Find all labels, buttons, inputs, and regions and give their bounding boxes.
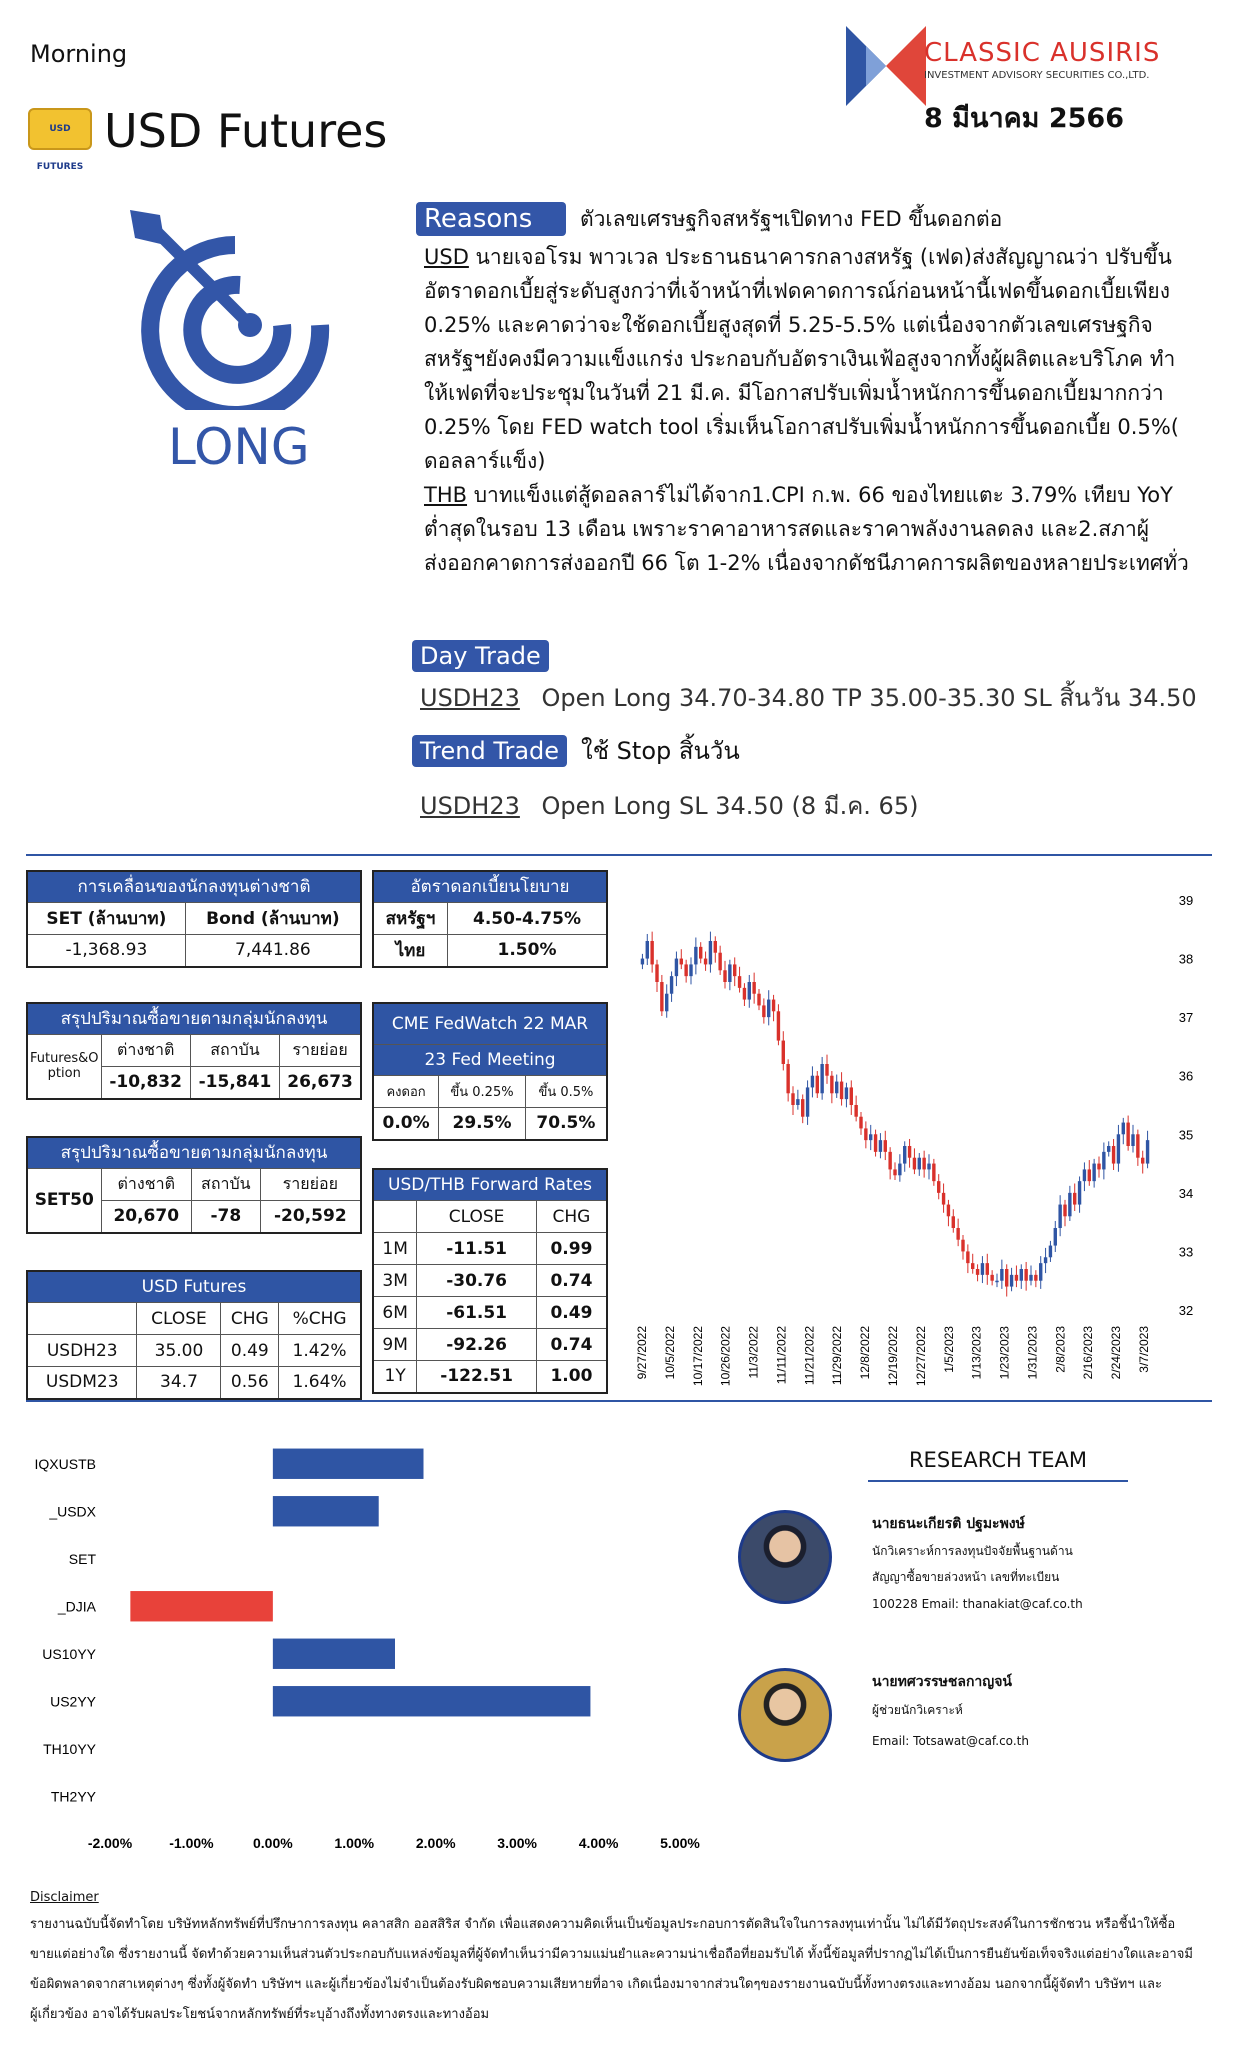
usd-line: ดอลลาร์แข็ง) [424, 449, 546, 473]
category-label: _DJIA [57, 1598, 96, 1615]
candle-body [1068, 1193, 1071, 1216]
x-tick-label: 0.00% [253, 1835, 293, 1851]
disclaimer-title: Disclaimer [30, 1890, 99, 1905]
table-cell: 1M [373, 1233, 417, 1265]
x-tick-label: 10/17/2022 [690, 1326, 705, 1387]
candle-body [791, 1093, 794, 1105]
table-cell: USDH23 [27, 1335, 137, 1367]
bar [273, 1449, 424, 1479]
candle-body [1020, 1269, 1023, 1281]
table-title: USD Futures [27, 1271, 361, 1303]
candle-body [854, 1105, 857, 1117]
report-date: 8 มีนาคม 2566 [924, 103, 1125, 134]
candle-body [825, 1064, 828, 1076]
y-tick-label: 35 [1178, 1127, 1194, 1143]
table-cell: -10,832 [101, 1067, 190, 1099]
candle-body [913, 1158, 916, 1170]
table-cell: 26,673 [280, 1067, 361, 1099]
candle-body [903, 1146, 906, 1164]
candle-body [738, 976, 741, 988]
table-cell: 0.99 [536, 1233, 607, 1265]
candle-body [859, 1117, 862, 1129]
candle-body [704, 959, 707, 965]
table-title: USD/THB Forward Rates [373, 1169, 607, 1201]
x-tick-label: 1/13/2023 [969, 1326, 984, 1380]
bar [273, 1496, 379, 1526]
candle-body [1015, 1275, 1018, 1281]
table-cell: 35.00 [137, 1335, 221, 1367]
reasons-tag: Reasons [416, 202, 566, 236]
table-cell: -20,592 [260, 1201, 361, 1233]
candle-body [981, 1263, 984, 1275]
section-divider [26, 854, 1212, 856]
company-subtitle: INVESTMENT ADVISORY SECURITIES CO.,LTD. [924, 70, 1150, 81]
usd-line: ให้เฟดที่จะประชุมในวันที่ 21 มี.ค. มีโอกาสปรับเพิ่มน้ำหนักการขึ้นดอกเบี้ยมากกว่า [424, 381, 1164, 405]
candle-body [937, 1181, 940, 1193]
table-cell: -92.26 [417, 1329, 537, 1361]
set50-flow-table [26, 1136, 362, 1234]
y-tick-label: 33 [1178, 1244, 1194, 1260]
table-row [373, 1297, 607, 1329]
column-header: CLOSE [137, 1303, 221, 1335]
x-tick-label: 1/31/2023 [1025, 1326, 1040, 1380]
day-trade-tag: Day Trade [412, 640, 549, 672]
table-cell: 1.42% [279, 1335, 361, 1367]
x-tick-label: 11/3/2022 [746, 1326, 761, 1379]
table-title: สรุปปริมาณซื้อขายตามกลุ่มนักลงทุน [27, 1003, 361, 1035]
thb-line: ส่งออกคาดการส่งออกปี 66 โต 1-2% เนื่องจากดัชนีภาคการผลิตของหลายประเทศทั่ว [424, 551, 1189, 575]
y-tick-label: 39 [1178, 893, 1194, 908]
candle-body [762, 1005, 765, 1017]
category-label: IQXUSTB [34, 1455, 96, 1472]
candle-body [927, 1164, 930, 1170]
x-tick-label: 2/24/2023 [1109, 1326, 1124, 1380]
table-row [27, 1335, 361, 1367]
x-tick-label: 2.00% [415, 1835, 456, 1851]
foreign-flow-table [26, 870, 362, 968]
table-cell: 1.00 [536, 1361, 607, 1393]
disclaimer-line: รายงานฉบับนี้จัดทำโดย บริษัทหลักทรัพย์ที่ปรึกษาการลงทุน คลาสสิก ออสสิริส จำกัด เพื่อแสดงความคิดเห็นเป็นข้อมูลประกอบการตัดสินใจในการลงทุนเท่านั้น ไม่ได้มีวัตถุประสงค์ในการชักชวน หรือชี้นำให้ซื้อ [30, 1917, 1176, 1932]
candle-body [1112, 1146, 1115, 1164]
table-cell: 6M [373, 1297, 417, 1329]
candle-body [1088, 1169, 1091, 1181]
category-label: US10YY [42, 1645, 96, 1662]
disclaimer-line: ขายแต่อย่างใด ซึ่งรายงานนี้ จัดทำด้วยความเห็นส่วนตัวประกอบกับแหล่งข้อมูลที่ผู้จัดทำเห็นว่ามีความแม่นยำและความน่าเชื่อถือที่ยอมรับได้ ทั้งนี้ข้อมูลที่ปรากฏไม่ได้เป็นการยืนยันข้อเท็จจริงแต่อย่างใดและอาจมี [30, 1947, 1193, 1962]
category-label: TH2YY [50, 1788, 96, 1805]
candle-body [694, 947, 697, 965]
table-cell: 29.5% [439, 1108, 526, 1140]
x-tick-label: -2.00% [87, 1835, 133, 1851]
candle-body [1126, 1123, 1129, 1146]
x-tick-label: 1/23/2023 [997, 1326, 1012, 1380]
candle-body [995, 1281, 998, 1283]
usd-line: 0.25% และคาดว่าจะใช้ดอกเบี้ยสูงสุดที่ 5.25-5.5% แต่เนื่องจากตัวเลขเศรษฐกิจ [424, 313, 1153, 337]
candle-body [1083, 1169, 1086, 1181]
candle-body [1122, 1123, 1125, 1135]
day-trade-text: Open Long 34.70-34.80 TP 35.00-35.30 SL สิ้นวัน 34.50 [541, 684, 1197, 712]
candle-body [869, 1134, 872, 1140]
company-logo-icon [846, 26, 926, 106]
table-cell: 7,441.86 [185, 935, 361, 967]
candle-body [952, 1216, 955, 1228]
candle-body [830, 1076, 833, 1094]
table-subtitle: 23 Fed Meeting [373, 1045, 607, 1076]
disclaimer [30, 1886, 1220, 2030]
x-tick-label: 11/21/2022 [802, 1326, 817, 1386]
x-tick-label: -1.00% [169, 1835, 214, 1851]
table-title: อัตราดอกเบี้ยนโยบาย [373, 871, 607, 903]
candle-body [835, 1082, 838, 1094]
candle-body [782, 1041, 785, 1064]
table-cell: -78 [192, 1201, 261, 1233]
futures-option-flow-table [26, 1002, 362, 1100]
candle-body [757, 994, 760, 1006]
column-header: %CHG [279, 1303, 361, 1335]
policy-rate-table [372, 870, 608, 968]
candle-body [922, 1158, 925, 1170]
signal-label: LONG [168, 418, 310, 476]
research-team-underline [868, 1480, 1128, 1482]
candle-body [874, 1134, 877, 1152]
member-name: นายธนะเกียรติ ปฐมะพงษ์ [872, 1516, 1025, 1532]
table-title: สรุปปริมาณซื้อขายตามกลุ่มนักลงทุน [27, 1137, 361, 1169]
member-name: นายทศวรรษชลกาญจน์ [872, 1674, 1012, 1690]
avatar [738, 1668, 832, 1762]
x-tick-label: 10/5/2022 [662, 1326, 677, 1380]
candle-body [1005, 1269, 1008, 1287]
candle-body [670, 976, 673, 994]
candle-body [1107, 1146, 1110, 1152]
table-cell: -30.76 [417, 1265, 537, 1297]
candle-body [1097, 1164, 1100, 1170]
forward-rates-table [372, 1168, 608, 1394]
reasons-usd-paragraph [424, 240, 1226, 580]
column-header: CHG [536, 1201, 607, 1233]
column-header: CLOSE [417, 1201, 537, 1233]
x-tick-label: 12/27/2022 [913, 1326, 928, 1387]
session-label: Morning [30, 40, 128, 68]
candle-body [1010, 1275, 1013, 1287]
page-title: USD Futures [104, 104, 388, 158]
avatar [738, 1510, 832, 1604]
usd-futures-table [26, 1270, 362, 1400]
candle-body [811, 1076, 814, 1088]
column-header: ขึ้น 0.5% [525, 1076, 607, 1108]
column-header: คงดอก [373, 1076, 439, 1108]
column-header: SET (ล้านบาท) [27, 903, 185, 935]
table-row [373, 1361, 607, 1393]
table-row [373, 1329, 607, 1361]
column-header [27, 1303, 137, 1335]
y-tick-label: 38 [1178, 951, 1194, 967]
candle-body [884, 1140, 887, 1152]
thb-line: บาทแข็งแต่สู้ดอลลาร์ไม่ได้จาก1.CPI ก.พ. 66 ของไทยแตะ 3.79% เทียบ YoY [467, 483, 1173, 507]
x-tick-label: 3/7/2023 [1137, 1326, 1151, 1373]
table-cell: 0.49 [536, 1297, 607, 1329]
x-tick-label: 2/16/2023 [1081, 1326, 1096, 1380]
bar [273, 1686, 591, 1716]
table-cell: 0.56 [221, 1367, 279, 1399]
category-label: SET [68, 1550, 96, 1567]
candle-body [1141, 1158, 1144, 1164]
table-cell: 34.7 [137, 1367, 221, 1399]
candle-body [888, 1152, 891, 1170]
table-title: การเคลื่อนของนักลงทุนต่างชาติ [27, 871, 361, 903]
usd-candlestick-chart [630, 870, 1220, 1400]
candle-body [665, 994, 668, 1012]
candle-body [864, 1128, 867, 1140]
candle-body [801, 1099, 804, 1117]
candle-body [1063, 1205, 1066, 1217]
usd-label: USD [424, 245, 469, 269]
company-name: CLASSIC AUSIRIS [924, 38, 1161, 68]
bar [130, 1591, 273, 1621]
y-tick-label: 36 [1178, 1068, 1194, 1084]
bar [273, 1639, 395, 1669]
usd-futures-logo [28, 108, 92, 172]
table-cell: 9M [373, 1329, 417, 1361]
candle-body [777, 1011, 780, 1040]
trend-trade-text: Open Long SL 34.50 (8 มี.ค. 65) [541, 792, 919, 820]
category-label: TH10YY [43, 1740, 96, 1757]
candle-body [743, 988, 746, 1000]
table-cell: 0.49 [221, 1335, 279, 1367]
x-tick-label: 3.00% [497, 1835, 537, 1851]
table-cell: 20,670 [101, 1201, 192, 1233]
category-label: US2YY [50, 1693, 96, 1710]
candle-body [1029, 1275, 1032, 1281]
table-cell: 4.50-4.75% [447, 903, 607, 935]
candle-body [976, 1269, 979, 1275]
candle-body [660, 982, 663, 1011]
column-header: รายย่อย [260, 1169, 361, 1201]
candle-body [699, 947, 702, 959]
y-tick-label: 34 [1178, 1185, 1194, 1201]
candle-body [1078, 1181, 1081, 1204]
usd-line: สหรัฐฯยังคงมีความแข็งแกร่ง ประกอบกับอัตราเงินเฟ้อสูงจากทั้งผู้ผลิตและบริโภค ทำ [424, 347, 1176, 371]
x-tick-label: 10/26/2022 [718, 1326, 733, 1387]
table-cell: 1.50% [447, 935, 607, 967]
column-header: รายย่อย [280, 1035, 361, 1067]
candle-body [1073, 1193, 1076, 1205]
candle-body [1054, 1228, 1057, 1246]
candle-body [1131, 1134, 1134, 1146]
candle-body [1146, 1140, 1149, 1163]
column-header: สถาบัน [192, 1169, 261, 1201]
candle-body [714, 941, 717, 953]
table-cell: -122.51 [417, 1361, 537, 1393]
table-row [27, 1367, 361, 1399]
candle-body [898, 1164, 901, 1176]
x-tick-label: 1.00% [334, 1835, 375, 1851]
candle-body [990, 1275, 993, 1281]
candle-body [932, 1164, 935, 1182]
candle-body [840, 1082, 843, 1100]
candle-body [816, 1076, 819, 1094]
member-contact: 100228 Email: thanakiat@caf.co.th [872, 1597, 1083, 1611]
table-cell: -11.51 [417, 1233, 537, 1265]
candle-body [680, 959, 683, 965]
table-cell: ไทย [373, 935, 447, 967]
table-cell: 70.5% [525, 1108, 607, 1140]
member-role: สัญญาซื้อขายล่วงหน้า เลขที่ทะเบียน [872, 1570, 1060, 1584]
candle-body [641, 959, 644, 965]
candle-body [1102, 1152, 1105, 1170]
candle-body [684, 964, 687, 976]
target-arrow-icon [90, 210, 340, 410]
candle-body [966, 1251, 969, 1263]
candle-body [1024, 1269, 1027, 1281]
section-divider [26, 1400, 1212, 1402]
candle-body [971, 1263, 974, 1269]
column-header: ขึ้น 0.25% [439, 1076, 526, 1108]
table-cell: 3M [373, 1265, 417, 1297]
column-header: ต่างชาติ [101, 1169, 192, 1201]
table-cell: 1Y [373, 1361, 417, 1393]
category-label: _USDX [49, 1503, 96, 1520]
table-cell: -61.51 [417, 1297, 537, 1329]
candle-body [655, 964, 658, 982]
row-label: SET50 [27, 1169, 101, 1233]
candle-body [772, 1000, 775, 1012]
candle-body [728, 964, 731, 982]
candle-body [689, 964, 692, 976]
candle-body [786, 1064, 789, 1093]
x-tick-label: 4.00% [578, 1835, 619, 1851]
candle-body [1044, 1257, 1047, 1263]
table-cell: 0.74 [536, 1329, 607, 1361]
table-row [373, 1265, 607, 1297]
x-tick-label: 12/19/2022 [886, 1326, 900, 1387]
candle-body [893, 1169, 896, 1175]
candle-body [908, 1146, 911, 1158]
candle-body [675, 959, 678, 977]
column-header [373, 1201, 417, 1233]
candle-body [752, 982, 755, 994]
candle-body [733, 964, 736, 976]
day-trade-symbol: USDH23 [420, 684, 520, 712]
trend-trade-headline: ใช้ Stop สิ้นวัน [581, 737, 740, 765]
trend-trade-symbol: USDH23 [420, 792, 520, 820]
row-label: Futures&O ption [27, 1035, 101, 1099]
candle-body [806, 1087, 809, 1116]
fedwatch-table [372, 1002, 608, 1141]
reasons-headline: ตัวเลขเศรษฐกิจสหรัฐฯเปิดทาง FED ขึ้นดอกต่อ [580, 206, 1003, 231]
column-header: สถาบัน [190, 1035, 279, 1067]
candle-body [986, 1263, 989, 1275]
market-change-bar-chart [20, 1430, 700, 1870]
thb-line: ต่ำสุดในรอบ 13 เดือน เพราะราคาอาหารสดและราคาพลังงานลดลง และ2.สภาผู้ [424, 517, 1150, 541]
column-header: ต่างชาติ [101, 1035, 190, 1067]
table-title: CME FedWatch 22 MAR [373, 1003, 607, 1045]
table-cell: -15,841 [190, 1067, 279, 1099]
candle-body [845, 1087, 848, 1099]
candle-body [1058, 1205, 1061, 1228]
disclaimer-line: ข้อผิดพลาดจากสาเหตุต่างๆ ซึ่งทั้งผู้จัดทำ บริษัทฯ และผู้เกี่ยวข้องไม่จำเป็นต้องรับผิดชอบความเสียหายที่อาจ เกิดเนื่องมาจากส่วนใดๆของรายงานฉบับนี้ทั้งทางตรงและทางอ้อม นอกจากนี้ผู้จัดทำ บริษัทฯ และ [30, 1977, 1162, 1992]
x-tick-label: 11/29/2022 [830, 1326, 845, 1386]
table-cell: -1,368.93 [27, 935, 185, 967]
table-cell: 0.74 [536, 1265, 607, 1297]
usd-line: นายเจอโรม พาวเวล ประธานธนาคารกลางสหรัฐ (เฟด)ส่งสัญญาณว่า ปรับขึ้น [468, 245, 1172, 269]
column-header: CHG [221, 1303, 279, 1335]
candle-body [767, 1000, 770, 1018]
candle-body [1039, 1263, 1042, 1281]
candle-body [961, 1240, 964, 1252]
candle-body [1049, 1246, 1052, 1258]
x-tick-label: 1/5/2023 [941, 1326, 956, 1373]
usd-line: 0.25% โดย FED watch tool เริ่มเห็นโอกาสปรับเพิ่มน้ำหนักการขึ้นดอกเบี้ย 0.5%( [424, 415, 1179, 439]
candle-body [748, 982, 751, 1000]
candle-body [718, 953, 721, 971]
candle-body [918, 1158, 921, 1170]
candle-body [947, 1205, 950, 1217]
candle-body [956, 1228, 959, 1240]
x-tick-label: 12/8/2022 [858, 1326, 873, 1380]
disclaimer-line: ผู้เกี่ยวข้อง อาจได้รับผลประโยชน์จากหลักทรัพย์ที่ระบุอ้างถึงทั้งทางตรงและทางอ้อม [30, 2007, 490, 2022]
member-contact: Email: Totsawat@caf.co.th [872, 1734, 1029, 1748]
research-team-title: RESEARCH TEAM [908, 1448, 1088, 1472]
candle-body [942, 1193, 945, 1205]
table-cell: 1.64% [279, 1367, 361, 1399]
candle-body [1000, 1269, 1003, 1281]
member-role: นักวิเคราะห์การลงทุนปัจจัยพื้นฐานด้าน [872, 1544, 1073, 1558]
table-cell: 0.0% [373, 1108, 439, 1140]
candle-body [820, 1064, 823, 1093]
candle-body [646, 941, 649, 959]
table-row [373, 1233, 607, 1265]
table-cell: USDM23 [27, 1367, 137, 1399]
usd-line: อัตราดอกเบี้ยสู่ระดับสูงกว่าที่เจ้าหน้าที่เฟดคาดการณ์ก่อนหน้านี้เฟดขึ้นดอกเบี้ยเพียง [424, 279, 1170, 303]
candle-body [1092, 1164, 1095, 1182]
trend-trade-tag: Trend Trade [412, 735, 567, 767]
candle-body [709, 941, 712, 964]
column-header: Bond (ล้านบาท) [185, 903, 361, 935]
candle-body [1136, 1134, 1139, 1157]
table-cell: สหรัฐฯ [373, 903, 447, 935]
y-tick-label: 32 [1178, 1303, 1194, 1318]
candle-body [650, 941, 653, 964]
candle-body [1034, 1275, 1037, 1281]
candle-body [879, 1140, 882, 1152]
logo-text: USD FUTURES [36, 124, 84, 172]
candle-body [850, 1087, 853, 1105]
member-role: ผู้ช่วยนักวิเคราะห์ [872, 1703, 963, 1717]
x-tick-label: 9/27/2022 [635, 1326, 649, 1380]
candle-body [1117, 1134, 1120, 1163]
candle-body [723, 970, 726, 982]
x-tick-label: 5.00% [660, 1835, 700, 1851]
x-tick-label: 11/11/2022 [774, 1326, 789, 1385]
thb-label: THB [424, 483, 468, 507]
x-tick-label: 2/8/2023 [1053, 1326, 1068, 1373]
y-tick-label: 37 [1178, 1010, 1194, 1026]
candle-body [796, 1099, 799, 1105]
